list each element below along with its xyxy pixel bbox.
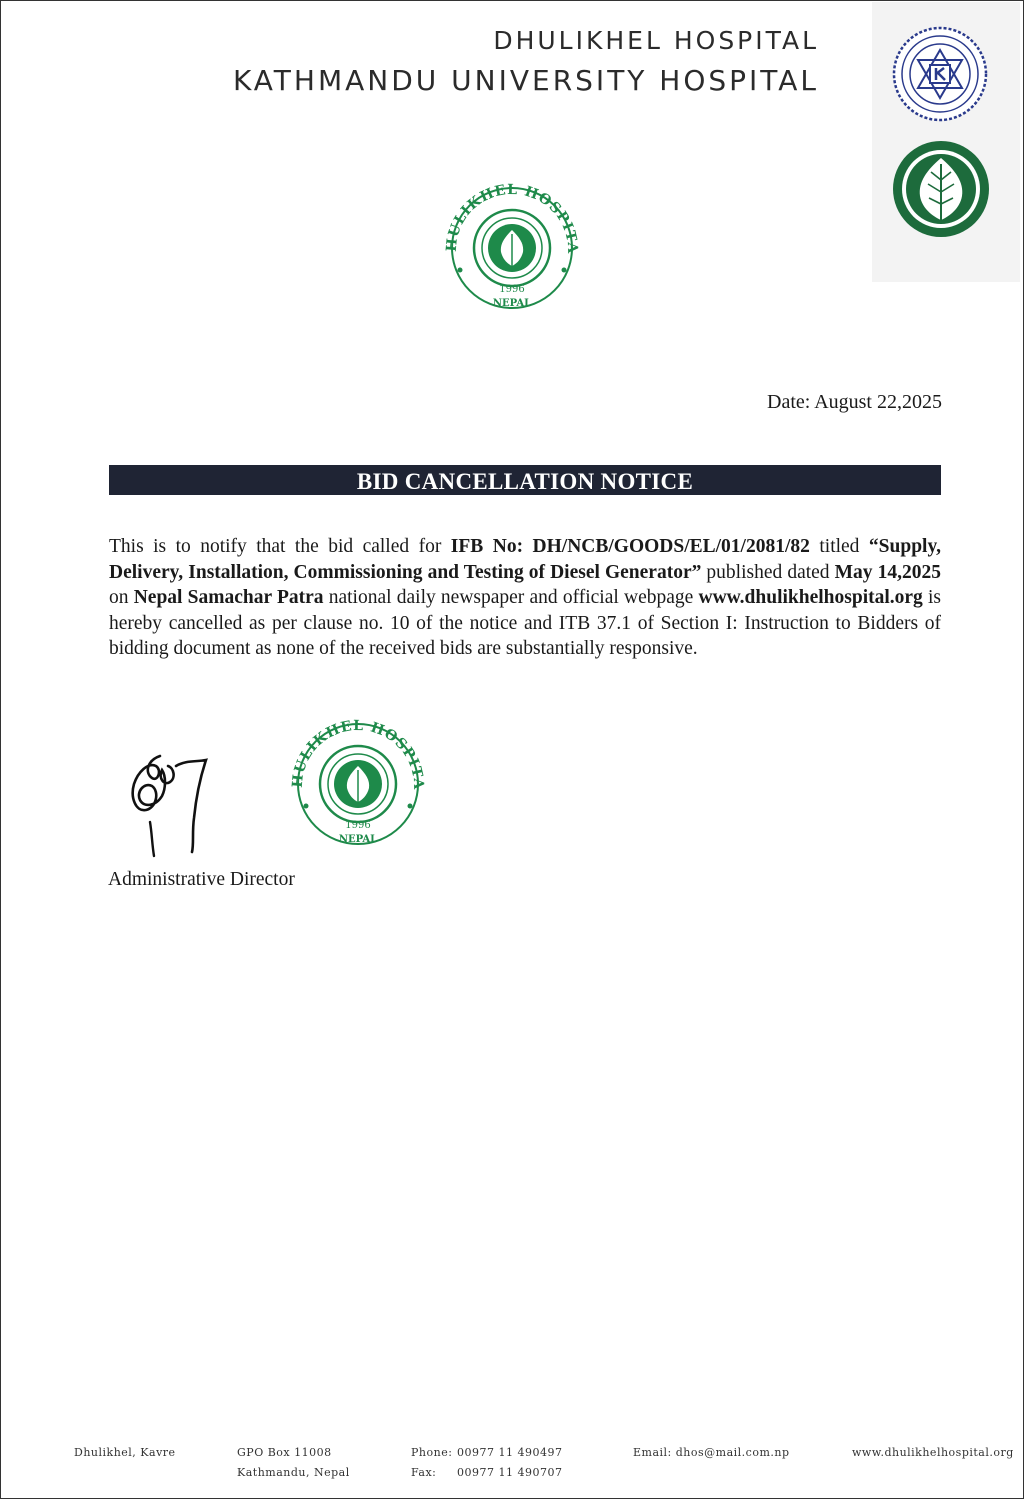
kathmandu-university-seal-icon (892, 26, 988, 127)
notice-title: BID CANCELLATION NOTICE (356, 469, 694, 494)
newspaper-name: Nepal Samachar Patra (133, 587, 324, 608)
body-text-part: national daily newspaper and official webpage (323, 587, 699, 608)
hospital-stamp-bottom (288, 716, 428, 853)
hospital-stamp-top (442, 180, 582, 317)
footer-po-city: Kathmandu, Nepal (237, 1466, 350, 1479)
body-text-part: on (109, 587, 134, 608)
footer-website-text: www.dhulikhelhospital.org (852, 1446, 1014, 1459)
body-text-part: published dated (701, 561, 835, 583)
phone-label: Phone: (411, 1446, 453, 1459)
body-text-part: titled (809, 536, 869, 557)
stamp-text: HULIKHEL HOSPITA (289, 717, 427, 791)
signatory-title: Administrative Director (108, 869, 295, 890)
stamp-year: 1996 (345, 820, 371, 831)
publication-date: May 14,2025 (834, 561, 941, 583)
footer-email-text: Email: dhos@mail.com.np (633, 1446, 790, 1459)
phone-number: 00977 11 490497 (457, 1446, 563, 1459)
stamp-text: HULIKHEL HOSPITA (443, 181, 581, 255)
bid-subject: “Supply, Delivery, Installation, Commissioning and Testing of Diesel Generator” (109, 536, 942, 583)
header-hospital-name: DHULIKHEL HOSPITAL (493, 26, 819, 55)
footer-po-line: GPO Box 11008 (237, 1446, 332, 1459)
footer-address-line: Dhulikhel, Kavre (74, 1446, 176, 1459)
footer-address (74, 1443, 176, 1463)
signature (122, 748, 222, 865)
body-text-part: This is to notify that the bid called for (109, 536, 451, 557)
ifb-number: IFB No: DH/NCB/GOODS/EL/01/2081/82 (450, 536, 810, 557)
stamp-year: 1996 (499, 284, 525, 295)
header-university-hospital-name: KATHMANDU UNIVERSITY HOSPITAL (232, 64, 819, 97)
footer-website (852, 1443, 1014, 1463)
body-text-part: is hereby cancelled as per clause no. 10 of the notice and ITB 37.1 of Section I: Instruction to Bidders of bidding document as none of the received bids are substantially responsive. (109, 587, 942, 659)
notice-title-bar (109, 465, 941, 495)
notice-body (109, 534, 941, 662)
stamp-country: NEPAL (338, 834, 378, 845)
fax-label: Fax: (411, 1466, 437, 1479)
footer-email (633, 1443, 790, 1463)
footer-po-box (237, 1443, 350, 1483)
website-reference: www.dhulikhelhospital.org (698, 587, 923, 608)
footer-contact (411, 1443, 562, 1483)
hospital-leaf-logo-icon (892, 140, 990, 243)
stamp-country: NEPAL (492, 298, 532, 309)
fax-number: 00977 11 490707 (457, 1466, 563, 1479)
notice-date: Date: August 22,2025 (767, 391, 942, 413)
